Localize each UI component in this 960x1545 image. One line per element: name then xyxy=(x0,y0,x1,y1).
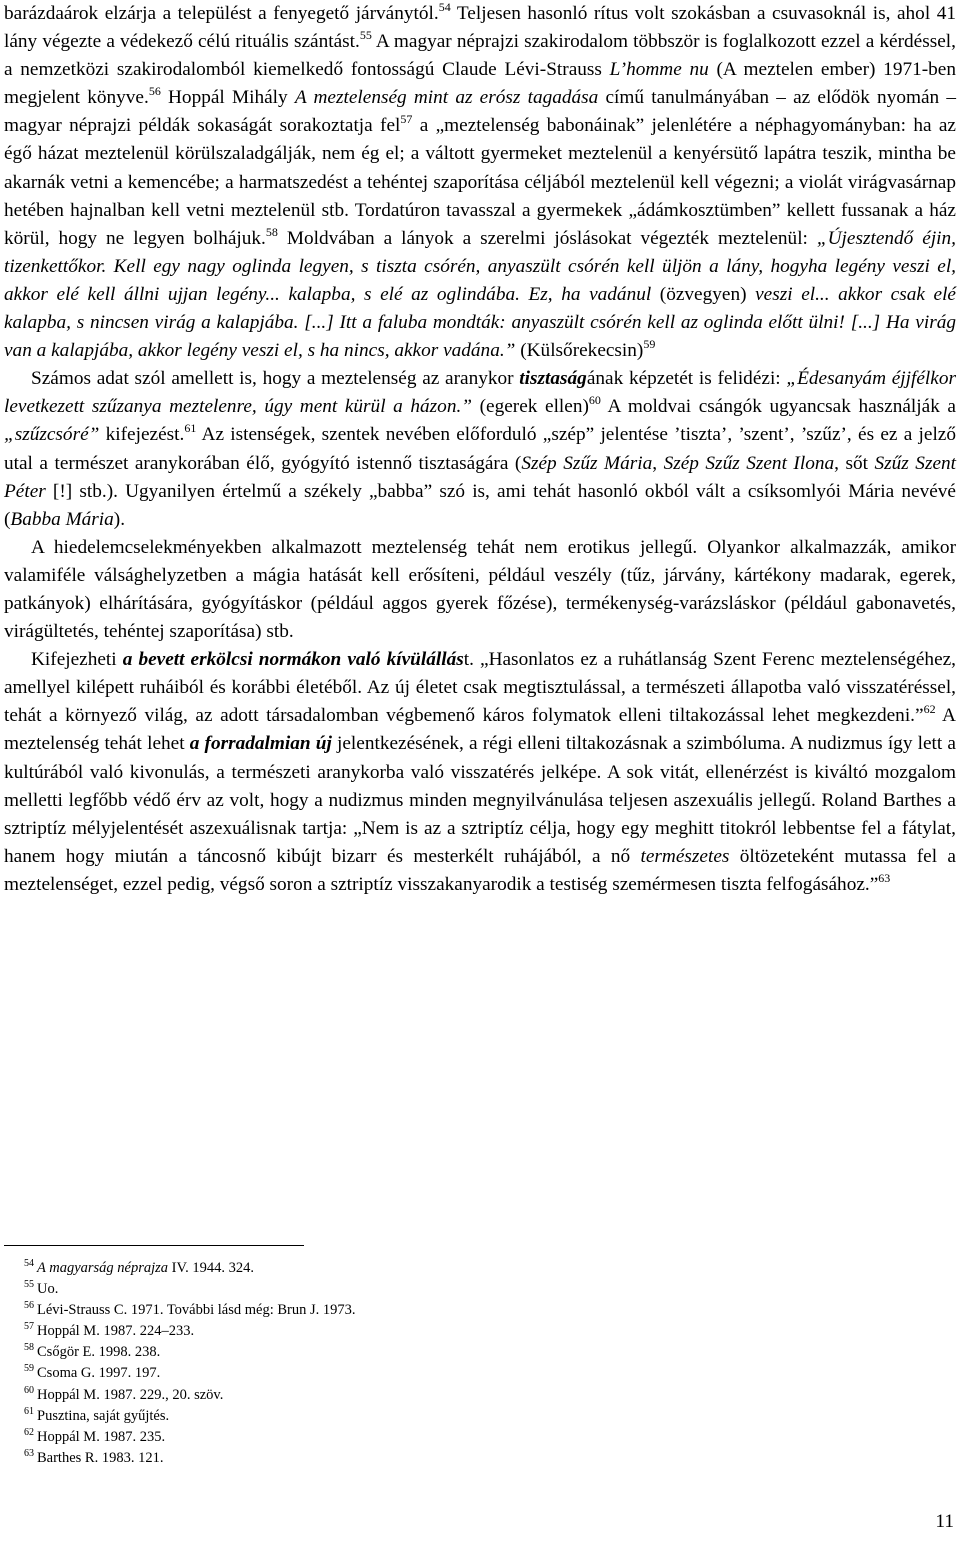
text-run: A meztelenség mint az erósz tagadása xyxy=(294,87,599,109)
text-run: a bevett erkölcsi normákon való kívülállás xyxy=(122,649,464,671)
text-run: című tanulmányában – az elődök nyomán – magyar néprajzi példák sokaságát sorakoztatja fel xyxy=(4,87,957,137)
text-run: IV. 1944. 324. xyxy=(168,1260,254,1276)
footnote-number: 60 xyxy=(24,1384,34,1396)
text-run: „Édesanyám éjjfélkor levetkezett szűzanya meztelenre, úgy ment kürül a házon.” xyxy=(4,368,956,418)
footnote-number: 61 xyxy=(24,1405,34,1417)
footnote-separator xyxy=(4,1245,304,1246)
text-run: Lévi-Strauss C. 1971. További lásd még: Brun J. 1973. xyxy=(37,1302,356,1319)
footnote-ref: 55 xyxy=(359,28,372,43)
text-run: Csőgör E. 1998. 238. xyxy=(37,1344,161,1361)
footnote-ref: 62 xyxy=(923,702,936,717)
text-run: A meztelenség tehát lehet xyxy=(4,705,956,755)
text-run: Barthes R. 1983. 121. xyxy=(37,1449,164,1466)
footnote-number: 59 xyxy=(24,1363,34,1375)
page-number: 11 xyxy=(935,1511,954,1532)
footnote xyxy=(24,1300,924,1321)
footnote xyxy=(24,1406,924,1427)
paragraph xyxy=(4,534,956,646)
text-run: [!] stb.). Ugyanilyen értelmű a székely „babba” szó is, ami tehát hasonló okból vált a csíksomlyói Mária nevévé ( xyxy=(4,480,956,530)
footnote-ref: 63 xyxy=(878,870,891,885)
text-run: Pusztina, saját gyűjtés. xyxy=(37,1407,170,1424)
footnote-number: 56 xyxy=(24,1300,34,1312)
text-run: A moldvai csángók ugyancsak használják a xyxy=(600,396,956,418)
text-run: kifejezést. xyxy=(99,424,185,446)
footnote xyxy=(24,1363,924,1384)
text-run: Kifejezheti xyxy=(31,649,123,671)
footnotes xyxy=(24,1258,924,1469)
text-run: öltözeteként mutassa fel a meztelenséget, ezzel pedig, végső soron a sztriptíz visszakanyarodik a testiség szemérmesen tiszta felfogásához.” xyxy=(4,845,956,895)
footnote-ref: 60 xyxy=(588,393,601,408)
footnote-number: 54 xyxy=(24,1258,34,1269)
text-run: Moldvában a lányok a szerelmi jóslásokat végezték meztelenül: xyxy=(277,227,817,249)
text-run: A magyarság néprajza xyxy=(37,1260,169,1276)
footnote xyxy=(24,1321,924,1342)
text-run: ának képzetét is felidézi: xyxy=(586,368,787,390)
footnote-ref: 61 xyxy=(184,421,197,436)
footnote-ref: 56 xyxy=(148,84,161,99)
paragraph xyxy=(4,365,956,534)
text-run: a forradalmian új xyxy=(189,733,332,755)
text-run: Babba Mária xyxy=(10,508,114,530)
footnote-ref: 54 xyxy=(438,0,451,14)
text-run: Szép Szűz Mária xyxy=(521,452,653,474)
text-run: Az istenségek, szentek nevében előforduló „szép” jelentése ’tiszta’, ’szent’, ’szűz’, és ez a jelző utal a természet aranykorában élő, gyógyító istennő tisztaságára ( xyxy=(4,424,956,474)
text-run: Hoppál M. 1987. 235. xyxy=(37,1428,166,1445)
footnote xyxy=(24,1258,924,1279)
footnote-number: 62 xyxy=(24,1426,34,1438)
body-text xyxy=(4,0,956,899)
text-run: A magyar néprajzi szakirodalom többször is foglalkozott ezzel a kérdéssel, a nemzetközi szakirodalomból kiemelkedő fontosságú Claude Lévi-Strauss xyxy=(4,31,956,81)
footnote xyxy=(24,1448,924,1469)
footnote-number: 55 xyxy=(24,1279,34,1291)
footnote xyxy=(24,1279,924,1300)
footnote-ref: 59 xyxy=(643,337,656,352)
text-run: (A meztelen ember) 1971-ben megjelent könyve. xyxy=(4,59,956,109)
footnote-number: 57 xyxy=(24,1321,34,1333)
text-run: Szép Szűz Szent Ilona xyxy=(663,452,835,474)
text-run: t. „Hasonlatos ez a ruhátlanság Szent Ferenc meztelenségéhez, amellyel kilépett ruháiból és korábbi életéből. Az új életet csak megtisztulással, a természeti állapotba való visszatéréssel, tehát a környező világ, az adott társadalomban végbemenő káros folymatok elleni tiltakozással lehet megkezdeni.” xyxy=(4,649,956,727)
text-run: veszi el... akkor csak elé kalapba, s nincsen virág a kalapjába. [...] Itt a faluba mondták: anyaszült csórén kell az oglinda előtt ülni! [...] Ha virág van a kalapjába, akkor legény veszi el, s ha nincs, akkor vadána.” xyxy=(4,283,956,362)
text-run: (özvegyen) xyxy=(651,283,756,305)
text-run: „Újesztendő éjin, tizenkettőkor. Kell egy nagy oglinda legyen, s tiszta csórén, anyaszült csórén kell üljön a lány, hogyha legény veszi el, akkor elé kell állni ujjan legény... kalapba, s elé az oglindába. Ez, ha vadánul xyxy=(4,227,956,305)
text-run: „szűzcsóré” xyxy=(4,424,100,446)
text-run: tisztaság xyxy=(519,368,587,390)
text-run: Uo. xyxy=(37,1281,59,1298)
footnote-number: 58 xyxy=(24,1342,34,1354)
text-run: , xyxy=(652,452,664,474)
text-run: L’homme nu xyxy=(609,59,709,81)
footnote-ref: 58 xyxy=(265,224,278,239)
footnote xyxy=(24,1427,924,1448)
text-run: Szűz Szent Péter xyxy=(4,452,957,502)
text-run: Hoppál Mihály xyxy=(160,87,295,109)
text-run: (egerek ellen) xyxy=(472,396,589,418)
paragraph xyxy=(4,646,956,899)
text-run: ). xyxy=(113,508,126,530)
text-run: barázdaárok elzárja a települést a fenyegető járványtól. xyxy=(4,3,439,24)
text-run: Hoppál M. 1987. 229., 20. szöv. xyxy=(37,1386,224,1403)
text-run: természetes xyxy=(640,845,730,867)
text-run: A hiedelemcselekményekben alkalmazott meztelenség tehát nem erotikus jellegű. Olyankor alkalmazzák, amikor valamiféle válsághelyzetben a mágia hatását kell erősíteni, például veszély (tűz, járvány, kártékony madarak, egerek, patkányok) elhárítására, gyógyításkor (például aggos gyerek főzése), termékenység-varázsláskor (például gabonavetés, virágültetés, tehéntej szaporítása) stb. xyxy=(4,536,956,643)
paragraph xyxy=(4,0,956,365)
text-run: (Külsőrekecsin) xyxy=(515,340,644,362)
text-run: Teljesen hasonló rítus volt szokásban a csuvasoknál is, ahol 41 lány végezte a védekező célú rituális szántást. xyxy=(4,3,956,53)
text-run: Hoppál M. 1987. 224–233. xyxy=(37,1323,195,1340)
footnote xyxy=(24,1342,924,1363)
text-run: a „meztelenség babonáinak” jelenlétére a néphagyományban: ha az égő házat meztelenül körülszaladgálják, nem ég el; a váltott gyermeket meztelenül a kenyérsütő lapátra teszik, mintha be akarnák vetni a kemencébe; a harmatszedést a tehéntej szaporítása céljából meztelenül kell végezni; a violát virágvasárnap hetében hajnalban kell vetni meztelenül stb. Tordatúron tavasszal a gyermekek „ádámkosztümben” kellett fussanak a ház körül, hogy ne legyen bolhájuk. xyxy=(4,115,956,249)
text-run: , sőt xyxy=(834,452,875,474)
text-run: Csoma G. 1997. 197. xyxy=(37,1365,161,1382)
footnote-number: 63 xyxy=(24,1447,34,1459)
text-run: jelentkezésének, a régi elleni tiltakozásnak a szimbóluma. A nudizmus így lett a kultúrából való kivonulás, a természeti aranykorba való visszatérés jelképe. A sok vitát, ellenérzést is kiváltó mozgalom melletti legfőbb védő érv az volt, hogy a nudizmus minden megnyilvánulása teljesen aszexuális jellegű. Roland Barthes a sztriptíz mélyjelentését aszexuálisnak tartja: „Nem is az a sztriptíz célja, hogy egy meghitt titokról lebbentse fel a fátylat, hanem hogy miután a táncosnő kibújt bizarr és mesterkélt ruhájából, a nő xyxy=(4,733,956,867)
footnote-ref: 57 xyxy=(400,112,413,127)
footnote xyxy=(24,1385,924,1406)
text-run: Számos adat szól amellett is, hogy a meztelenség az aranykor xyxy=(31,368,520,390)
